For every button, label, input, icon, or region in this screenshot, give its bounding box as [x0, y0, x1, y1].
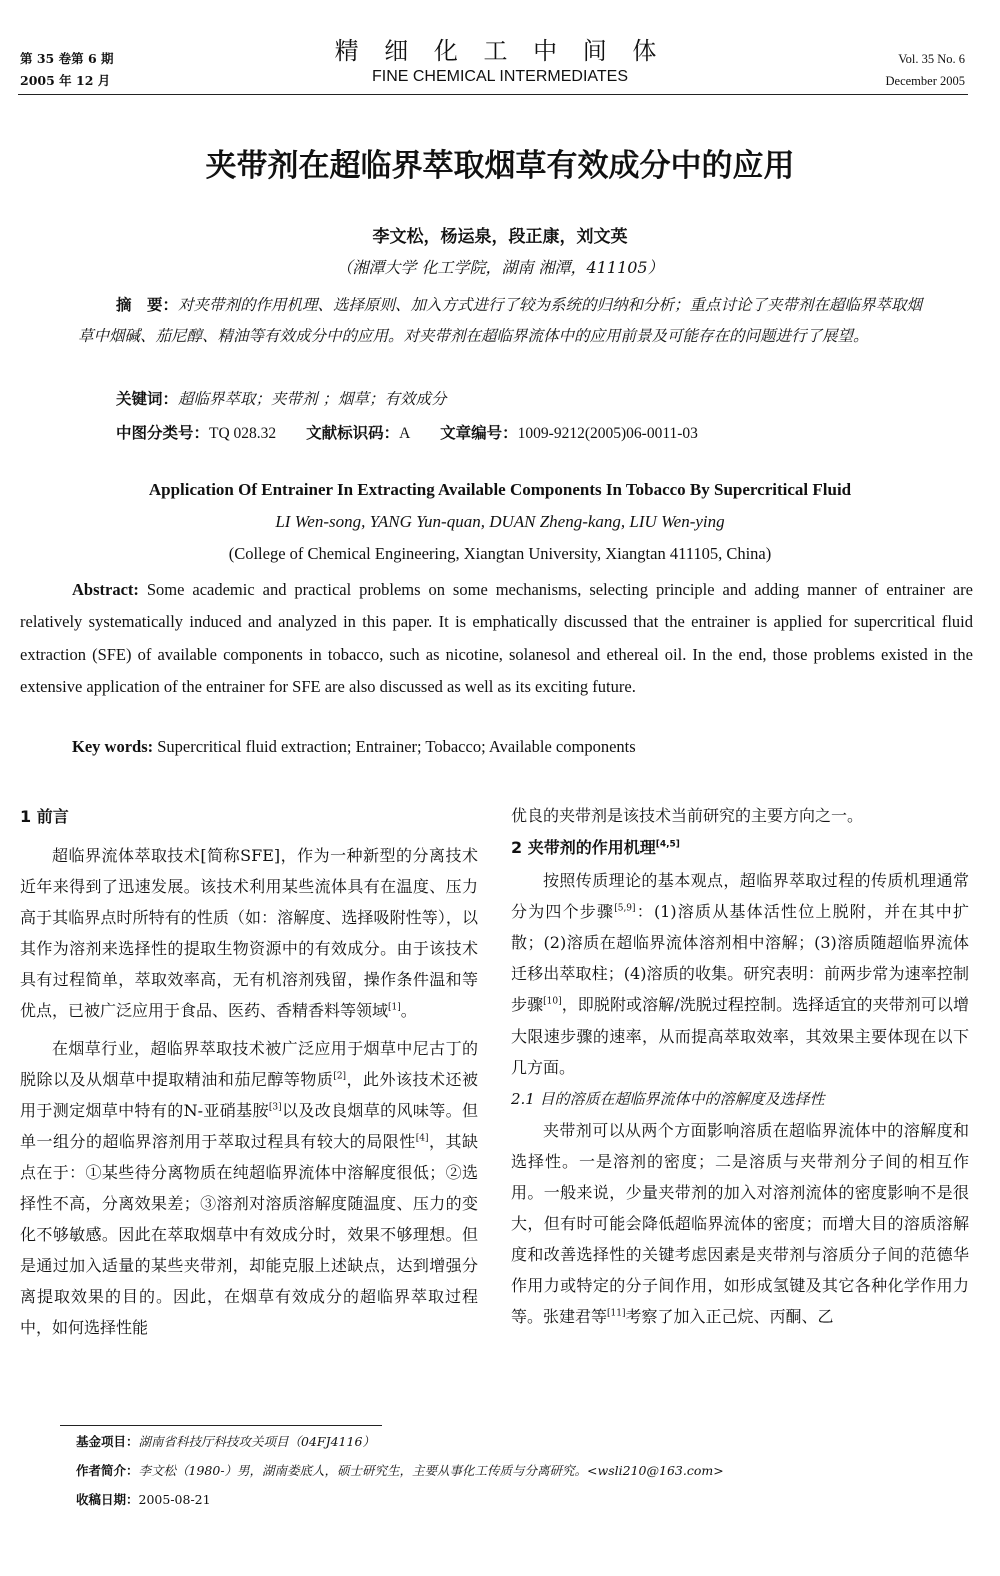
doc-code-label: 文献标识码： — [306, 424, 400, 442]
date-cn: 2005 年 12 月 — [20, 73, 111, 88]
citation-10: [10] — [543, 997, 562, 1008]
classification-line — [116, 421, 698, 443]
english-keywords-text: Supercritical fluid extraction; Entrainer; Tobacco; Available components — [153, 737, 636, 756]
keywords-cn-text: 超临界萃取；夹带剂 ；烟草；有效成分 — [178, 390, 447, 408]
volume-en: Vol. 35 No. 6 — [898, 52, 965, 66]
english-title: Application Of Entrainer In Extracting Available Components In Tobacco By Supercritical Fluid — [148, 480, 852, 499]
keywords-cn-label: 关键词： — [116, 390, 179, 408]
section-2-citation: [4,5] — [655, 839, 680, 850]
section-2-heading: 2 夹带剂的作用机理[4,5] — [511, 838, 680, 858]
journal-name-en: FINE CHEMICAL INTERMEDIATES — [371, 68, 629, 85]
body-column-right — [511, 800, 969, 1332]
citation-11: [11] — [607, 1308, 626, 1319]
english-affiliation: (College of Chemical Engineering, Xiangtan University, Xiangtan 411105, China) — [228, 544, 772, 563]
footnote-author: 作者简介：李文松（1980-）男，湖南娄底人，硕士研究生，主要从事化工传质与分离研究。<wsli210@163.com> — [76, 1463, 724, 1478]
article-number: 1009-9212(2005)06-0011-03 — [517, 425, 698, 442]
abstract-cn-label: 摘 要： — [116, 296, 179, 314]
affiliation: （湘潭大学 化工学院，湖南 湘潭，411105） — [336, 258, 664, 277]
volume-cn: 第 35 卷第 6 期 — [20, 51, 114, 66]
footnote-fund: 基金项目：湖南省科技厅科技攻关项目（04FJ4116） — [76, 1434, 375, 1449]
clc-label: 中图分类号： — [116, 424, 210, 442]
citation-2: [2] — [333, 1071, 347, 1082]
footnote-received: 收稿日期：2005-08-21 — [76, 1492, 211, 1507]
english-authors: LI Wen-song, YANG Yun-quan, DUAN Zheng-kang, LIU Wen-ying — [275, 512, 725, 531]
section-1-paragraph-2: 在烟草行业，超临界萃取技术被广泛应用于烟草中尼古丁的脱除以及从烟草中提取精油和茄尼醇等物质[2]，此外该技术还被用于测定烟草中特有的N-亚硝基胺[3]以及改良烟草的风味等。但单一组分的超临界溶剂用于萃取过程具有较大的局限性[4]，其缺点在于：①某些待分离物质在纯超临界流体中溶解度很低；②选择性不高，分离效果差；③溶剂对溶质溶解度随温度、压力的变化不够敏感。因此在萃取烟草中有效成分时，效果不够理想。但是通过加入适量的某些夹带剂，却能克服上述缺点，达到增强分离提取效果的目的。因此，在烟草有效成分的超临界萃取过程中，如何选择性能 — [20, 1038, 478, 1338]
journal-name-cn: 精 细 化 工 中 间 体 — [334, 37, 666, 65]
header-right — [886, 48, 965, 92]
footnote-divider — [60, 1425, 382, 1426]
author-list: 李文松，杨运泉，段正康，刘文英 — [372, 227, 628, 247]
english-keywords-label: Key words: — [72, 737, 154, 756]
continued-paragraph: 优良的夹带剂是该技术当前研究的主要方向之一。 — [511, 806, 864, 825]
citation-5-9: [5,9] — [614, 903, 636, 914]
english-keywords — [72, 737, 636, 757]
citation-3: [3] — [268, 1102, 282, 1113]
journal-header — [250, 36, 750, 88]
date-en: December 2005 — [885, 74, 965, 88]
header-left — [20, 48, 114, 92]
doc-code: A — [399, 425, 411, 442]
section-1-paragraph-1: 超临界流体萃取技术[简称SFE]，作为一种新型的分离技术近年来得到了迅速发展。该技术利用某些流体具有在温度、压力高于其临界点时所特有的性质（如：溶解度、选择吸附性等），以其作为溶剂来选择性的提取生物资源中的有效成分。由于该技术具有过程简单，萃取效率高，无有机溶剂残留，操作条件温和等优点，已被广泛应用于食品、医药、香精香料等领域[1]。 — [20, 846, 478, 1021]
citation-4: [4] — [415, 1133, 429, 1144]
body-column-left — [20, 800, 478, 1344]
header-divider — [18, 94, 968, 95]
section-2-1-paragraph-1: 夹带剂可以从两个方面影响溶质在超临界流体中的溶解度和选择性。一是溶剂的密度；二是溶质与夹带剂分子间的相互作用。一般来说，少量夹带剂的加入对溶剂流体的密度影响不是很大，但有时可能会降低超临界流体的密度；而增大目的溶质溶解度和改善选择性的关键考虑因素是夹带剂与溶质分子间的范德华作用力或特定的分子间作用，如形成氢键及其它各种化学作用力等。张建君等[11]考察了加入正己烷、丙酮、乙 — [511, 1120, 969, 1327]
abstract-cn-text: 对夹带剂的作用机理、选择原则、加入方式进行了较为系统的归纳和分析；重点讨论了夹带剂在超临界萃取烟草中烟碱、茄尼醇、精油等有效成分中的应用。对夹带剂在超临界流体中的应用前景及可能存在的问题进行了展望。 — [78, 296, 923, 345]
english-abstract-label: Abstract: — [72, 580, 139, 599]
english-abstract — [20, 574, 973, 703]
paper-title: 夹带剂在超临界萃取烟草有效成分中的应用 — [205, 148, 795, 184]
citation-1: [1] — [388, 1003, 401, 1014]
english-abstract-text: Some academic and practical problems on some mechanisms, selecting principle and adding manner of entrainer are relatively systematically induced and analyzed in this paper. It is emphatically discussed that the entrainer is applied for supercritical fluid extraction (SFE) of available components in tobacco, such as nicotine, solanesol and ethereal oil. In the end, those problems existed in the extensive application of the entrainer for SFE are also discussed as well as its exciting future. — [20, 580, 973, 696]
keywords-cn — [116, 387, 446, 409]
clc-code: TQ 028.32 — [209, 425, 277, 442]
abstract-cn — [78, 290, 924, 352]
section-2-1-heading: 2.1 目的溶质在超临界流体中的溶解度及选择性 — [511, 1089, 825, 1108]
section-2-paragraph-1: 按照传质理论的基本观点，超临界萃取过程的传质机理通常分为四个步骤[5,9]：(1)溶质从基体活性位上脱附，并在其中扩散；(2)溶质在超临界流体溶剂相中溶解；(3)溶质随超临界流体迁移出萃取柱；(4)溶质的收集。研究表明：前两步常为速率控制步骤[10]，即脱附或溶解/洗脱过程控制。选择适宜的夹带剂可以增大限速步骤的速率，从而提高萃取效率，其效果主要体现在以下几方面。 — [511, 871, 969, 1077]
section-1-heading: 1 前言 — [20, 807, 69, 826]
article-number-label: 文章编号： — [440, 424, 518, 442]
